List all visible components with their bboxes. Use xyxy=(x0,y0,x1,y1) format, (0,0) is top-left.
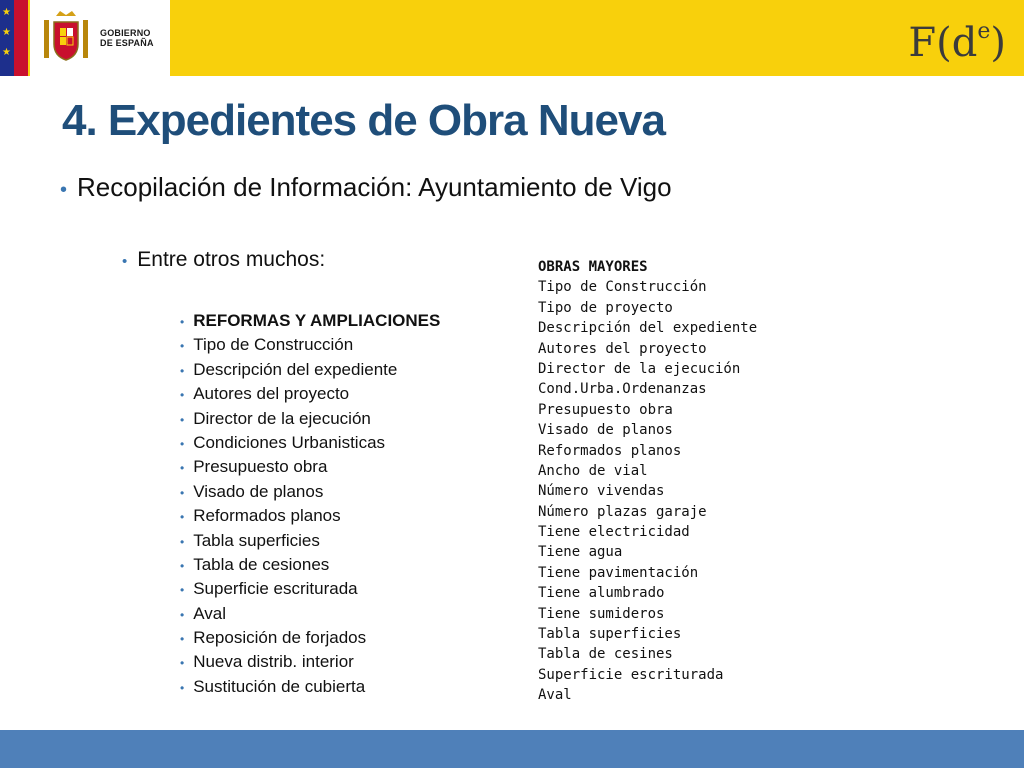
list-item: Director de la ejecución xyxy=(538,360,741,377)
list-heading: OBRAS MAYORES xyxy=(538,259,648,275)
list-item: • Condiciones Urbanisticas xyxy=(180,432,386,452)
bullet-icon: • xyxy=(122,253,128,270)
bullet-icon: • xyxy=(180,412,185,427)
list-item: Autores del proyecto xyxy=(538,340,707,357)
bullet-icon: • xyxy=(180,656,185,671)
list-item: • Aval xyxy=(180,603,226,623)
list-item: • Presupuesto obra xyxy=(180,457,328,477)
list-item: • REFORMAS Y AMPLIACIONES xyxy=(180,311,441,330)
eu-star-icon: ★ xyxy=(2,7,11,18)
footer-band xyxy=(0,730,1024,768)
list-item: Cond.Urba.Ordenanzas xyxy=(538,381,707,398)
list-item: Superficie escriturada xyxy=(538,666,724,683)
level2-text: Entre otros muchos: xyxy=(137,248,326,271)
bullet-icon: • xyxy=(180,632,185,647)
list-item: Tiene agua xyxy=(538,544,623,561)
government-name: GOBIERNO DE ESPAÑA xyxy=(100,28,154,48)
bullet-icon: • xyxy=(180,583,185,598)
bullet-icon: • xyxy=(180,680,185,695)
list-item: Ancho de vial xyxy=(538,462,648,479)
bullet-icon: • xyxy=(60,179,68,201)
list-item: Reformados planos xyxy=(538,442,682,459)
eu-flag-strip xyxy=(0,0,30,76)
eu-star-icon: ★ xyxy=(2,47,11,58)
header-band xyxy=(0,0,1024,76)
list-item: Número plazas garaje xyxy=(538,503,707,520)
list-item: Tabla superficies xyxy=(538,626,682,643)
list-item: • Superficie escriturada xyxy=(180,579,358,599)
page-title: 4. Expedientes de Obra Nueva xyxy=(62,96,665,145)
bullet-icon: • xyxy=(180,436,185,451)
eu-star-icon: ★ xyxy=(2,27,11,38)
list-item: Tiene electricidad xyxy=(538,524,690,541)
list-item: • Sustitución de cubierta xyxy=(180,676,366,696)
list-item: Descripción del expediente xyxy=(538,320,758,337)
brand-logo: $F(d^e)$ xyxy=(908,19,1006,66)
list-item: • Tipo de Construcción xyxy=(180,335,354,355)
list-item: Aval xyxy=(538,687,572,704)
bullet-icon: • xyxy=(180,534,185,549)
bullet-icon: • xyxy=(180,363,185,378)
bullet-icon: • xyxy=(180,485,185,500)
list-item: Tipo de Construcción xyxy=(538,279,707,296)
list-item: Tiene pavimentación xyxy=(538,564,699,581)
list-item: • Visado de planos xyxy=(180,481,324,501)
list-item: Tipo de proyecto xyxy=(538,299,673,316)
obras-mayores-list xyxy=(538,257,757,706)
list-item: • Autores del proyecto xyxy=(180,384,350,404)
coat-of-arms-icon xyxy=(40,8,92,66)
list-item: Visado de planos xyxy=(538,422,673,439)
bullet-icon: • xyxy=(180,558,185,573)
list-item: • Nueva distrib. interior xyxy=(180,652,354,672)
list-item: Tiene alumbrado xyxy=(538,585,665,602)
level2-bullet-item xyxy=(122,248,325,272)
list-item: • Descripción del expediente xyxy=(180,359,398,379)
bullet-icon: • xyxy=(180,315,185,329)
list-item: • Reformados planos xyxy=(180,506,341,526)
level1-text: Recopilación de Información: Ayuntamiento de Vigo xyxy=(77,172,672,202)
list-item: • Director de la ejecución xyxy=(180,408,371,428)
bullet-icon: • xyxy=(180,388,185,403)
spain-flag-red-icon xyxy=(14,0,28,76)
eu-flag-blue-icon xyxy=(0,0,14,76)
bullet-icon: • xyxy=(180,607,185,622)
level1-bullet-item xyxy=(60,172,672,203)
list-item: • Tabla superficies xyxy=(180,530,320,550)
list-item: Tiene sumideros xyxy=(538,605,665,622)
list-item: • Reposición de forjados xyxy=(180,628,367,648)
reformas-list xyxy=(180,309,440,699)
bullet-icon: • xyxy=(180,510,185,525)
government-logo xyxy=(30,0,170,76)
list-item: Tabla de cesines xyxy=(538,646,673,663)
bullet-icon: • xyxy=(180,461,185,476)
list-item: • Tabla de cesiones xyxy=(180,554,330,574)
bullet-icon: • xyxy=(180,339,185,354)
list-item: Número vivendas xyxy=(538,483,665,500)
list-item: Presupuesto obra xyxy=(538,401,673,418)
